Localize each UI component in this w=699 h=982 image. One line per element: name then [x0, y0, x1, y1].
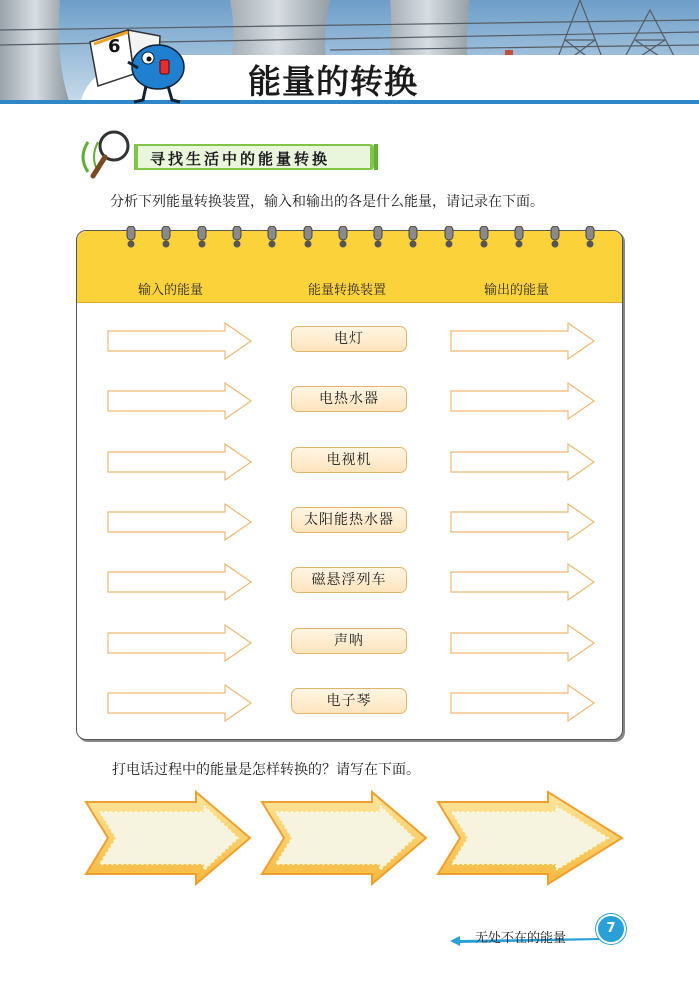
notebook-divider: [77, 302, 622, 303]
binder-ring: [513, 226, 525, 248]
output-energy-arrow[interactable]: [450, 322, 596, 360]
binder-ring: [478, 226, 490, 248]
instruction-text: 分析下列能量转换装置，输入和输出的各是什么能量，请记录在下面。: [110, 194, 544, 210]
binder-ring: [372, 226, 384, 248]
output-energy-arrow[interactable]: [450, 624, 596, 662]
input-energy-arrow[interactable]: [107, 443, 253, 481]
magnifier-icon: [88, 128, 134, 180]
answer-arrows: [78, 790, 628, 886]
input-energy-arrow[interactable]: [107, 322, 253, 360]
section-title: 寻找生活中的能量转换: [150, 150, 331, 168]
column-header-output: 输出的能量: [484, 283, 550, 298]
column-header-device: 能量转换装置: [308, 283, 387, 298]
binder-ring: [231, 226, 243, 248]
column-header-input: 输入的能量: [138, 283, 204, 298]
binder-ring: [266, 226, 278, 248]
device-label: 电视机: [291, 447, 407, 473]
device-label: 声呐: [291, 628, 407, 654]
device-label: 电灯: [291, 326, 407, 352]
binder-ring: [196, 226, 208, 248]
output-energy-arrow[interactable]: [450, 503, 596, 541]
chapter-title: 能量的转换: [248, 62, 418, 101]
binder-ring: [549, 226, 561, 248]
input-energy-arrow[interactable]: [107, 624, 253, 662]
question-text: 打电话过程中的能量是怎样转换的？请写在下面。: [112, 762, 420, 778]
input-energy-arrow[interactable]: [107, 684, 253, 722]
device-label: 磁悬浮列车: [291, 567, 407, 593]
binder-ring: [337, 226, 349, 248]
answer-arrow-2[interactable]: [262, 792, 426, 884]
output-energy-arrow[interactable]: [450, 684, 596, 722]
device-label: 电热水器: [291, 386, 407, 412]
answer-arrow-3[interactable]: [438, 792, 622, 884]
input-energy-arrow[interactable]: [107, 382, 253, 420]
chapter-number: 6: [108, 36, 121, 57]
mascot-icon: [88, 22, 198, 104]
input-energy-arrow[interactable]: [107, 503, 253, 541]
output-energy-arrow[interactable]: [450, 563, 596, 601]
device-label: 太阳能热水器: [291, 507, 407, 533]
device-label: 电子琴: [291, 688, 407, 714]
input-energy-arrow[interactable]: [107, 563, 253, 601]
answer-arrow-1[interactable]: [86, 792, 250, 884]
binder-ring: [160, 226, 172, 248]
binder-ring: [407, 226, 419, 248]
binder-ring: [443, 226, 455, 248]
output-energy-arrow[interactable]: [450, 443, 596, 481]
binder-ring: [125, 226, 137, 248]
binder-ring: [584, 226, 596, 248]
binder-ring: [302, 226, 314, 248]
output-energy-arrow[interactable]: [450, 382, 596, 420]
page-number: 7: [596, 914, 626, 944]
energy-table-notebook: [76, 226, 623, 740]
notebook-border: [76, 230, 623, 740]
footer-book-title: 无处不在的能量: [475, 931, 567, 946]
